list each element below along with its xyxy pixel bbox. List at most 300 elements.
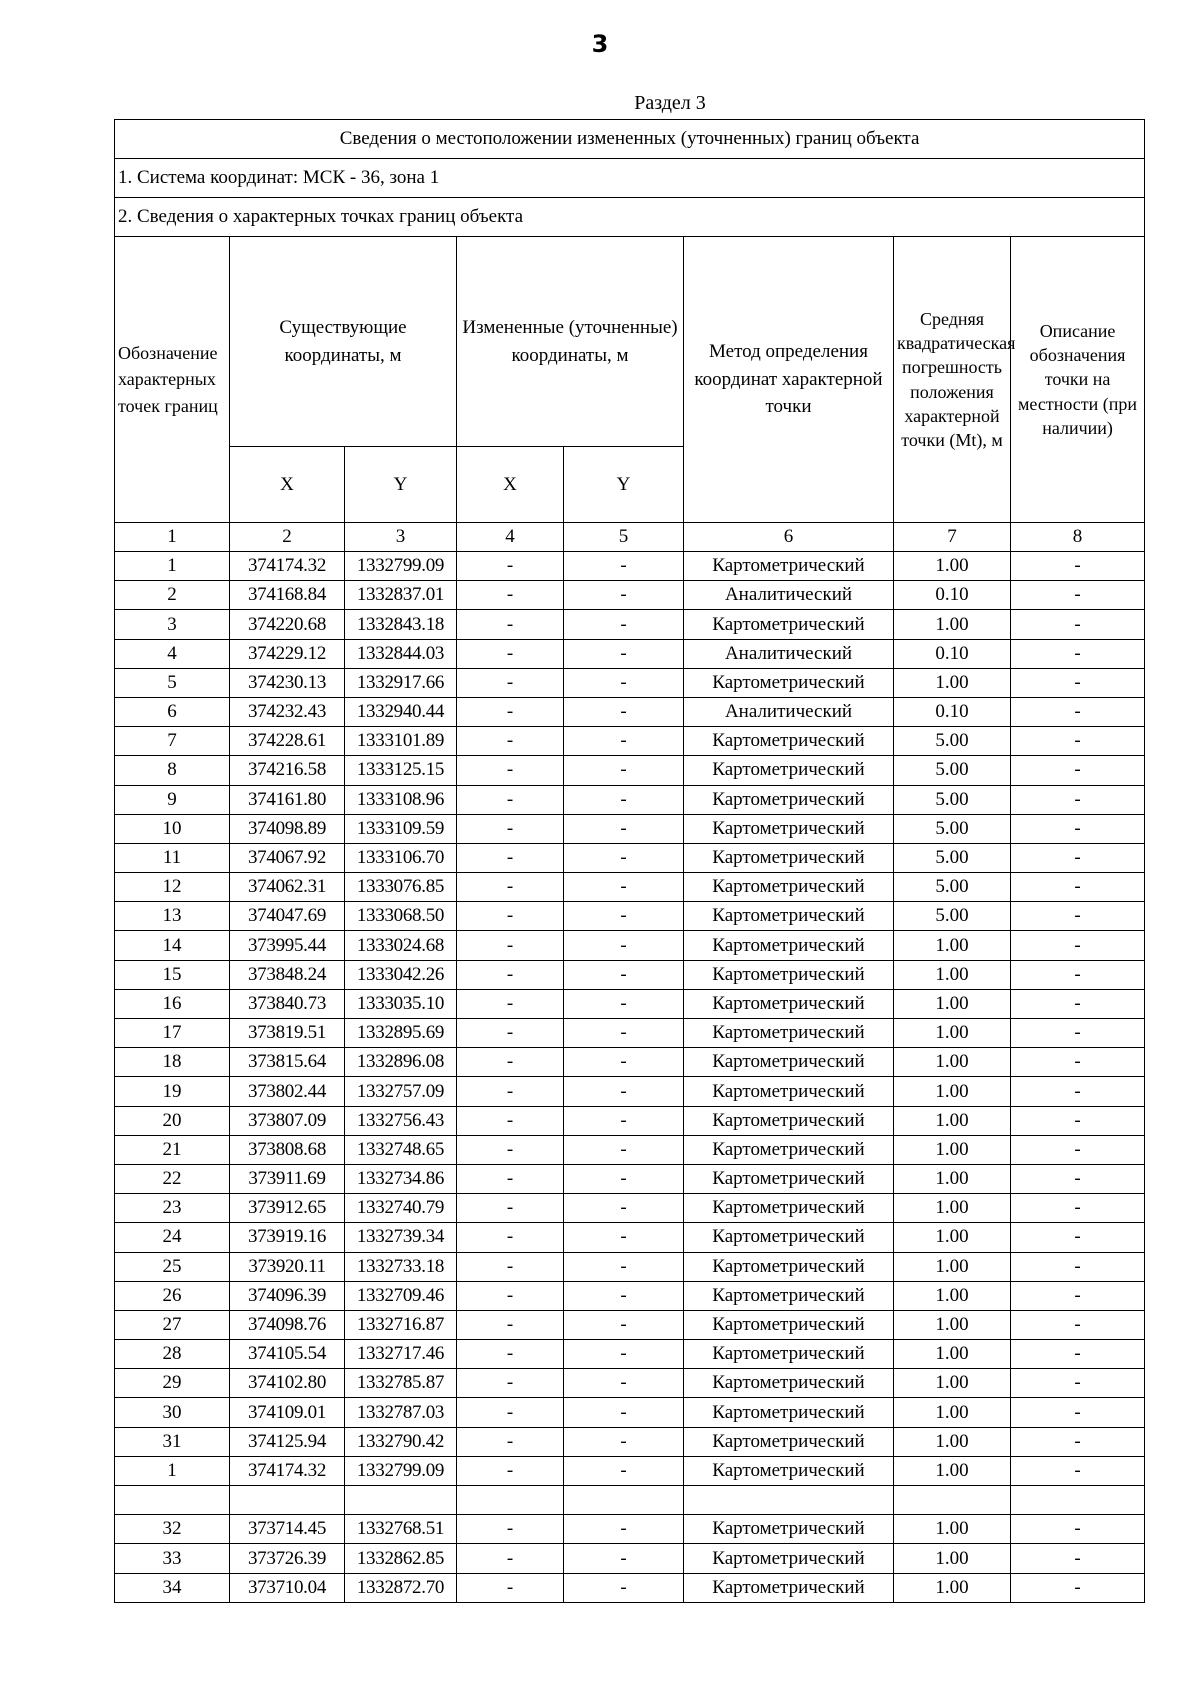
table-row [115, 1398, 1145, 1427]
cell-col-2: 374220.68 [230, 610, 345, 639]
cell-col-2: 374174.32 [230, 552, 345, 581]
cell-col-3: 1332872.70 [345, 1573, 457, 1602]
cell-col-7: 0.10 [894, 581, 1011, 610]
cell-col-6: Картометрический [684, 1106, 894, 1135]
cell-col-1: 16 [115, 989, 230, 1018]
cell-col-2: 373807.09 [230, 1106, 345, 1135]
cell-col-5: - [564, 1573, 684, 1602]
blank-cell [230, 1486, 345, 1515]
table-row [115, 639, 1145, 668]
table-row [115, 1252, 1145, 1281]
cell-col-3: 1332757.09 [345, 1077, 457, 1106]
cell-col-5: - [564, 1340, 684, 1369]
cell-col-5: - [564, 1427, 684, 1456]
cell-col-7: 1.00 [894, 552, 1011, 581]
cell-col-5: - [564, 814, 684, 843]
table-row [115, 1281, 1145, 1310]
cell-col-6: Картометрический [684, 1398, 894, 1427]
cell-col-5: - [564, 989, 684, 1018]
blank-cell [1011, 1486, 1145, 1515]
cell-col-8: - [1011, 931, 1145, 960]
cell-col-8: - [1011, 552, 1145, 581]
cell-col-4: - [457, 581, 564, 610]
cell-col-4: - [457, 1135, 564, 1164]
cell-col-5: - [564, 1281, 684, 1310]
cell-col-6: Аналитический [684, 639, 894, 668]
cell-col-1: 15 [115, 960, 230, 989]
table-row [115, 1223, 1145, 1252]
table-row [115, 727, 1145, 756]
coordinate-system: 1. Система координат: МСК - 36, зона 1 [115, 159, 1145, 198]
cell-col-3: 1333101.89 [345, 727, 457, 756]
cell-col-2: 373919.16 [230, 1223, 345, 1252]
cell-col-5: - [564, 1310, 684, 1339]
cell-col-2: 374062.31 [230, 873, 345, 902]
cell-col-8: - [1011, 1573, 1145, 1602]
cell-col-7: 1.00 [894, 1077, 1011, 1106]
cell-col-1: 34 [115, 1573, 230, 1602]
cell-col-3: 1332785.87 [345, 1369, 457, 1398]
table-row [115, 873, 1145, 902]
cell-col-5: - [564, 697, 684, 726]
cell-col-6: Картометрический [684, 1077, 894, 1106]
cell-col-5: - [564, 1398, 684, 1427]
cell-col-8: - [1011, 1019, 1145, 1048]
cell-col-3: 1332862.85 [345, 1544, 457, 1573]
cell-col-3: 1332790.42 [345, 1427, 457, 1456]
cell-col-3: 3 [345, 523, 457, 552]
cell-col-1: 7 [115, 727, 230, 756]
table-row [115, 931, 1145, 960]
cell-col-8: 8 [1011, 523, 1145, 552]
header-changed-x: X [457, 447, 564, 523]
cell-col-6: Аналитический [684, 581, 894, 610]
cell-col-8: - [1011, 1223, 1145, 1252]
cell-col-6: Картометрический [684, 1427, 894, 1456]
cell-col-4: - [457, 1515, 564, 1544]
cell-col-6: Картометрический [684, 1194, 894, 1223]
cell-col-2: 2 [230, 523, 345, 552]
cell-col-4: - [457, 1398, 564, 1427]
cell-col-7: 1.00 [894, 1340, 1011, 1369]
cell-col-2: 374174.32 [230, 1456, 345, 1485]
cell-col-3: 1332895.69 [345, 1019, 457, 1048]
cell-col-8: - [1011, 1077, 1145, 1106]
cell-col-6: 6 [684, 523, 894, 552]
cell-col-4: - [457, 1252, 564, 1281]
cell-col-3: 1332756.43 [345, 1106, 457, 1135]
cell-col-7: 1.00 [894, 1369, 1011, 1398]
cell-col-6: Картометрический [684, 1281, 894, 1310]
cell-col-1: 32 [115, 1515, 230, 1544]
cell-col-4: - [457, 785, 564, 814]
cell-col-6: Картометрический [684, 785, 894, 814]
cell-col-1: 12 [115, 873, 230, 902]
cell-col-6: Картометрический [684, 610, 894, 639]
section-title: Раздел 3 [634, 92, 706, 114]
cell-col-4: - [457, 873, 564, 902]
blank-cell [894, 1486, 1011, 1515]
cell-col-1: 19 [115, 1077, 230, 1106]
cell-col-1: 24 [115, 1223, 230, 1252]
cell-col-3: 1332799.09 [345, 552, 457, 581]
cell-col-8: - [1011, 697, 1145, 726]
cell-col-2: 374098.76 [230, 1310, 345, 1339]
cell-col-4: - [457, 610, 564, 639]
cell-col-8: - [1011, 1310, 1145, 1339]
cell-col-6: Картометрический [684, 814, 894, 843]
cell-col-5: 5 [564, 523, 684, 552]
cell-col-8: - [1011, 960, 1145, 989]
cell-col-6: Картометрический [684, 552, 894, 581]
cell-col-5: - [564, 1194, 684, 1223]
cell-col-5: - [564, 843, 684, 872]
cell-col-8: - [1011, 1194, 1145, 1223]
cell-col-7: 1.00 [894, 668, 1011, 697]
cell-col-7: 1.00 [894, 1164, 1011, 1193]
cell-col-1: 1 [115, 523, 230, 552]
cell-col-2: 374161.80 [230, 785, 345, 814]
cell-col-1: 30 [115, 1398, 230, 1427]
cell-col-3: 1332739.34 [345, 1223, 457, 1252]
cell-col-3: 1333125.15 [345, 756, 457, 785]
cell-col-8: - [1011, 1048, 1145, 1077]
cell-col-1: 21 [115, 1135, 230, 1164]
cell-col-5: - [564, 639, 684, 668]
cell-col-4: - [457, 1310, 564, 1339]
cell-col-3: 1333109.59 [345, 814, 457, 843]
cell-col-1: 17 [115, 1019, 230, 1048]
blank-cell [345, 1486, 457, 1515]
cell-col-3: 1332844.03 [345, 639, 457, 668]
cell-col-3: 1332940.44 [345, 697, 457, 726]
cell-col-5: - [564, 1048, 684, 1077]
header-changed-y: Y [564, 447, 684, 523]
cell-col-8: - [1011, 1427, 1145, 1456]
cell-col-3: 1332799.09 [345, 1456, 457, 1485]
table-row [115, 1515, 1145, 1544]
cell-col-2: 374216.58 [230, 756, 345, 785]
table-row [115, 814, 1145, 843]
table-row [115, 1427, 1145, 1456]
cell-col-8: - [1011, 1252, 1145, 1281]
cell-col-8: - [1011, 1515, 1145, 1544]
cell-col-7: 1.00 [894, 1194, 1011, 1223]
cell-col-3: 1333024.68 [345, 931, 457, 960]
cell-col-2: 373802.44 [230, 1077, 345, 1106]
cell-col-2: 374105.54 [230, 1340, 345, 1369]
cell-col-5: - [564, 581, 684, 610]
cell-col-5: - [564, 960, 684, 989]
cell-col-6: Картометрический [684, 843, 894, 872]
cell-col-6: Картометрический [684, 989, 894, 1018]
cell-col-2: 374109.01 [230, 1398, 345, 1427]
cell-col-6: Картометрический [684, 1544, 894, 1573]
cell-col-5: - [564, 1252, 684, 1281]
cell-col-4: - [457, 1573, 564, 1602]
blank-cell [457, 1486, 564, 1515]
cell-col-5: - [564, 1515, 684, 1544]
cell-col-7: 1.00 [894, 931, 1011, 960]
table-row [115, 697, 1145, 726]
cell-col-7: 1.00 [894, 1281, 1011, 1310]
cell-col-7: 1.00 [894, 1515, 1011, 1544]
cell-col-5: - [564, 931, 684, 960]
cell-col-7: 1.00 [894, 1456, 1011, 1485]
cell-col-2: 373714.45 [230, 1515, 345, 1544]
cell-col-7: 1.00 [894, 989, 1011, 1018]
cell-col-5: - [564, 1077, 684, 1106]
cell-col-3: 1332734.86 [345, 1164, 457, 1193]
cell-col-6: Картометрический [684, 1048, 894, 1077]
cell-col-4: - [457, 756, 564, 785]
cell-col-6: Картометрический [684, 1369, 894, 1398]
cell-col-3: 1332748.65 [345, 1135, 457, 1164]
header-designation: Обозначение характерных точек границ [115, 237, 230, 523]
table-row [115, 1456, 1145, 1485]
cell-col-4: - [457, 1019, 564, 1048]
cell-col-1: 29 [115, 1369, 230, 1398]
cell-col-7: 5.00 [894, 843, 1011, 872]
cell-col-3: 1333108.96 [345, 785, 457, 814]
cell-col-8: - [1011, 814, 1145, 843]
cell-col-1: 26 [115, 1281, 230, 1310]
cell-col-3: 1332768.51 [345, 1515, 457, 1544]
cell-col-8: - [1011, 1456, 1145, 1485]
table-row [115, 610, 1145, 639]
table-row [115, 1135, 1145, 1164]
cell-col-1: 5 [115, 668, 230, 697]
cell-col-4: - [457, 1106, 564, 1135]
cell-col-6: Картометрический [684, 960, 894, 989]
header-method: Метод определения координат характерной точки [684, 237, 894, 523]
table-row [115, 785, 1145, 814]
table-row [115, 552, 1145, 581]
cell-col-7: 5.00 [894, 902, 1011, 931]
table-title: Сведения о местоположении измененных (уточненных) границ объекта [115, 120, 1145, 159]
cell-col-4: - [457, 1223, 564, 1252]
cell-col-8: - [1011, 727, 1145, 756]
cell-col-1: 23 [115, 1194, 230, 1223]
cell-col-7: 1.00 [894, 1223, 1011, 1252]
cell-col-5: - [564, 1456, 684, 1485]
cell-col-3: 1332717.46 [345, 1340, 457, 1369]
cell-col-7: 1.00 [894, 960, 1011, 989]
cell-col-6: Картометрический [684, 1135, 894, 1164]
cell-col-5: - [564, 1019, 684, 1048]
cell-col-6: Картометрический [684, 668, 894, 697]
cell-col-7: 5.00 [894, 756, 1011, 785]
cell-col-3: 1332787.03 [345, 1398, 457, 1427]
cell-col-6: Картометрический [684, 1252, 894, 1281]
column-number-row [115, 523, 1145, 552]
cell-col-7: 1.00 [894, 1427, 1011, 1456]
cell-col-7: 1.00 [894, 1544, 1011, 1573]
cell-col-8: - [1011, 1164, 1145, 1193]
cell-col-5: - [564, 1223, 684, 1252]
cell-col-5: - [564, 727, 684, 756]
cell-col-1: 6 [115, 697, 230, 726]
cell-col-4: - [457, 843, 564, 872]
cell-col-5: - [564, 1369, 684, 1398]
cell-col-3: 1332740.79 [345, 1194, 457, 1223]
cell-col-3: 1332917.66 [345, 668, 457, 697]
cell-col-5: - [564, 902, 684, 931]
cell-col-5: - [564, 610, 684, 639]
table-row [115, 1164, 1145, 1193]
cell-col-6: Картометрический [684, 1456, 894, 1485]
table-row [115, 1048, 1145, 1077]
cell-col-5: - [564, 1106, 684, 1135]
cell-col-3: 1332837.01 [345, 581, 457, 610]
cell-col-6: Картометрический [684, 1573, 894, 1602]
cell-col-7: 5.00 [894, 873, 1011, 902]
cell-col-1: 25 [115, 1252, 230, 1281]
cell-col-2: 374125.94 [230, 1427, 345, 1456]
cell-col-6: Картометрический [684, 1310, 894, 1339]
cell-col-7: 7 [894, 523, 1011, 552]
cell-col-8: - [1011, 1106, 1145, 1135]
table-row [115, 1573, 1145, 1602]
cell-col-8: - [1011, 1281, 1145, 1310]
cell-col-8: - [1011, 610, 1145, 639]
cell-col-8: - [1011, 902, 1145, 931]
cell-col-6: Картометрический [684, 931, 894, 960]
cell-col-4: - [457, 1340, 564, 1369]
cell-col-2: 373808.68 [230, 1135, 345, 1164]
header-description: Описание обозначения точки на местности (при наличии) [1011, 237, 1145, 523]
cell-col-1: 9 [115, 785, 230, 814]
blank-cell [684, 1486, 894, 1515]
cell-col-2: 374096.39 [230, 1281, 345, 1310]
cell-col-8: - [1011, 1369, 1145, 1398]
cell-col-4: - [457, 1048, 564, 1077]
cell-col-4: - [457, 931, 564, 960]
cell-col-7: 1.00 [894, 1048, 1011, 1077]
cell-col-6: Картометрический [684, 1340, 894, 1369]
cell-col-3: 1332709.46 [345, 1281, 457, 1310]
table-row [115, 843, 1145, 872]
cell-col-7: 1.00 [894, 1019, 1011, 1048]
cell-col-6: Картометрический [684, 902, 894, 931]
cell-col-3: 1332733.18 [345, 1252, 457, 1281]
cell-col-3: 1333106.70 [345, 843, 457, 872]
cell-col-7: 1.00 [894, 1135, 1011, 1164]
cell-col-2: 374228.61 [230, 727, 345, 756]
header-existing-coordinates: Существующие координаты, м [230, 237, 457, 447]
cell-col-2: 374102.80 [230, 1369, 345, 1398]
cell-col-6: Картометрический [684, 1019, 894, 1048]
cell-col-1: 28 [115, 1340, 230, 1369]
cell-col-2: 374067.92 [230, 843, 345, 872]
cell-col-8: - [1011, 668, 1145, 697]
cell-col-2: 374047.69 [230, 902, 345, 931]
cell-col-2: 373726.39 [230, 1544, 345, 1573]
table-row [115, 581, 1145, 610]
blank-separator-row [115, 1486, 1145, 1515]
cell-col-4: - [457, 814, 564, 843]
cell-col-2: 374229.12 [230, 639, 345, 668]
cell-col-1: 22 [115, 1164, 230, 1193]
cell-col-2: 374098.89 [230, 814, 345, 843]
cell-col-1: 4 [115, 639, 230, 668]
cell-col-1: 1 [115, 1456, 230, 1485]
cell-col-8: - [1011, 581, 1145, 610]
cell-col-4: - [457, 1427, 564, 1456]
cell-col-4: - [457, 639, 564, 668]
cell-col-8: - [1011, 1544, 1145, 1573]
cell-col-1: 20 [115, 1106, 230, 1135]
cell-col-1: 14 [115, 931, 230, 960]
cell-col-5: - [564, 668, 684, 697]
cell-col-8: - [1011, 1135, 1145, 1164]
cell-col-5: - [564, 552, 684, 581]
cell-col-8: - [1011, 989, 1145, 1018]
cell-col-7: 1.00 [894, 610, 1011, 639]
cell-col-8: - [1011, 756, 1145, 785]
cell-col-2: 374168.84 [230, 581, 345, 610]
table-row [115, 1106, 1145, 1135]
cell-col-5: - [564, 756, 684, 785]
cell-col-8: - [1011, 639, 1145, 668]
cell-col-4: 4 [457, 523, 564, 552]
cell-col-4: - [457, 552, 564, 581]
cell-col-1: 27 [115, 1310, 230, 1339]
cell-col-4: - [457, 1281, 564, 1310]
cell-col-5: - [564, 1164, 684, 1193]
table-row [115, 1194, 1145, 1223]
cell-col-8: - [1011, 1340, 1145, 1369]
cell-col-7: 5.00 [894, 814, 1011, 843]
cell-col-1: 31 [115, 1427, 230, 1456]
cell-col-5: - [564, 785, 684, 814]
cell-col-7: 1.00 [894, 1310, 1011, 1339]
cell-col-3: 1333068.50 [345, 902, 457, 931]
cell-col-4: - [457, 1194, 564, 1223]
cell-col-4: - [457, 1544, 564, 1573]
header-existing-x: X [230, 447, 345, 523]
cell-col-2: 373920.11 [230, 1252, 345, 1281]
cell-col-1: 8 [115, 756, 230, 785]
cell-col-7: 0.10 [894, 697, 1011, 726]
boundary-points-table [114, 119, 1145, 1603]
cell-col-7: 1.00 [894, 1252, 1011, 1281]
table-row [115, 989, 1145, 1018]
header-existing-y: Y [345, 447, 457, 523]
cell-col-5: - [564, 873, 684, 902]
cell-col-2: 373911.69 [230, 1164, 345, 1193]
cell-col-5: - [564, 1135, 684, 1164]
cell-col-1: 18 [115, 1048, 230, 1077]
cell-col-3: 1333076.85 [345, 873, 457, 902]
cell-col-2: 373815.64 [230, 1048, 345, 1077]
page-number: 3 [591, 30, 609, 58]
cell-col-4: - [457, 1369, 564, 1398]
cell-col-2: 374230.13 [230, 668, 345, 697]
table-row [115, 1019, 1145, 1048]
cell-col-1: 33 [115, 1544, 230, 1573]
cell-col-3: 1333035.10 [345, 989, 457, 1018]
table-row [115, 1310, 1145, 1339]
header-error: Средняя квадратическая погрешность положения характерной точки (Mt), м [894, 237, 1011, 523]
cell-col-8: - [1011, 785, 1145, 814]
blank-cell [115, 1486, 230, 1515]
cell-col-6: Картометрический [684, 873, 894, 902]
cell-col-8: - [1011, 873, 1145, 902]
cell-col-1: 1 [115, 552, 230, 581]
cell-col-2: 373710.04 [230, 1573, 345, 1602]
cell-col-4: - [457, 1164, 564, 1193]
